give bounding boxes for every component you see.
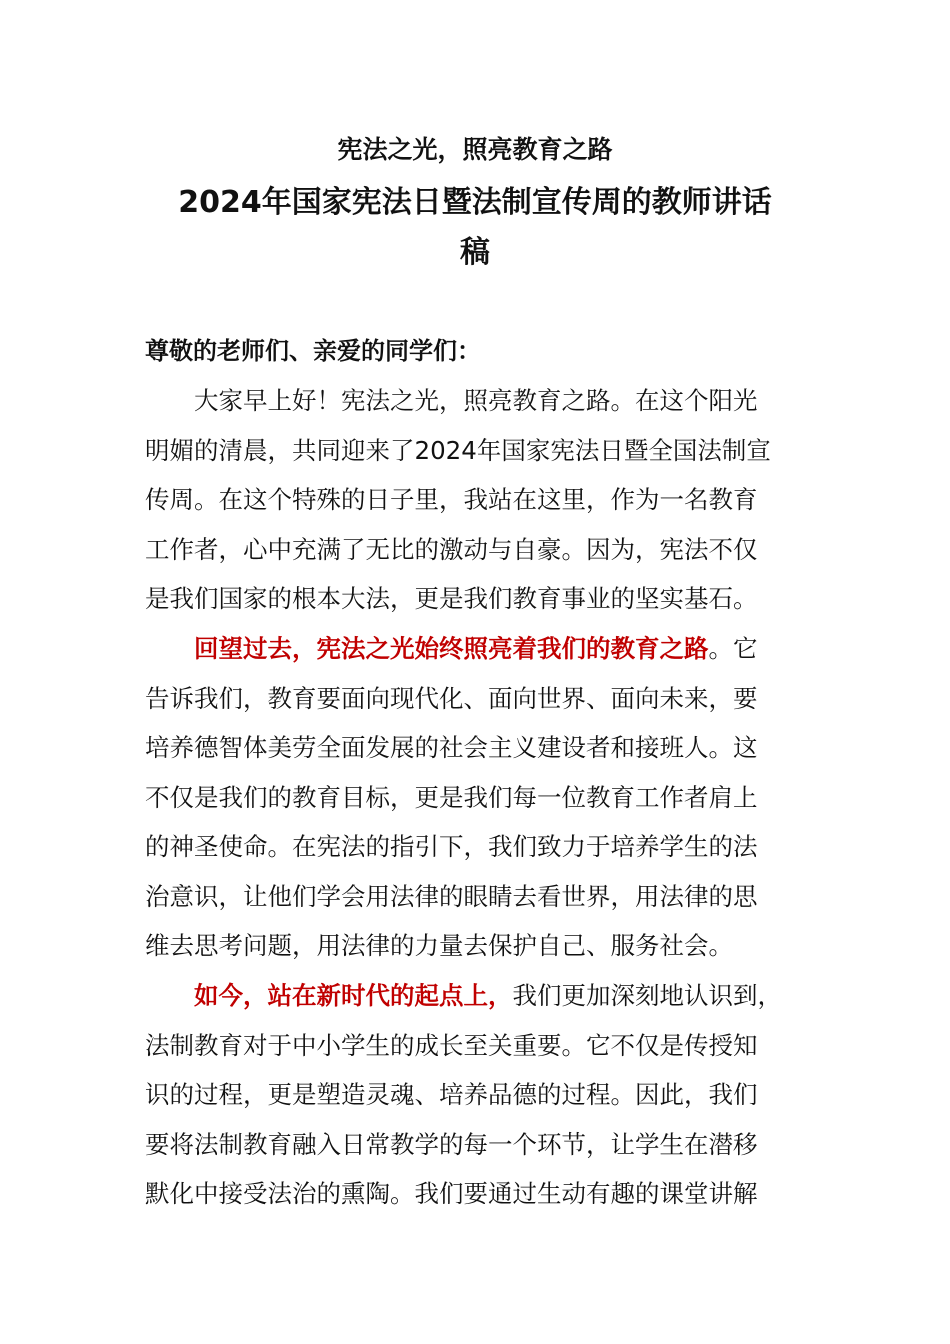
emphasis-text: 回望过去，宪法之光始终照亮着我们的教育之路: [194, 634, 709, 663]
paragraph: [145, 624, 805, 971]
paragraph-line: 培养德智体美劳全面发展的社会主义建设者和接班人。这: [145, 733, 758, 762]
paragraph-line: [145, 624, 805, 674]
paragraph-line: 工作者，心中充满了无比的激动与自豪。因为，宪法不仅: [145, 534, 758, 564]
salutation: 尊敬的老师们、亲爱的同学们：: [145, 337, 481, 365]
paragraph-line: 识的过程，更是塑造灵魂、培养品德的过程。因此，我们: [145, 1080, 758, 1109]
paragraph-line: 传周。在这个特殊的日子里，我站在这里，作为一名教育: [145, 485, 758, 514]
paragraph-line: 默化中接受法治的熏陶。我们要通过生动有趣的课堂讲解: [145, 1179, 758, 1208]
paragraph-text: 。它: [708, 634, 758, 663]
paragraph-line: 治意识，让他们学会用法律的眼睛去看世界，用法律的思: [145, 881, 758, 911]
paragraph-text: 我们更加深刻地认识到，: [512, 981, 782, 1010]
paragraph: [145, 971, 805, 1219]
document-title-line: 2024年国家宪法日暨法制宣传周的教师讲话: [178, 185, 772, 220]
paragraph: [145, 376, 805, 624]
document-title-line: 稿: [460, 235, 490, 270]
paragraph-line: 的神圣使命。在宪法的指引下，我们致力于培养学生的法: [145, 832, 758, 861]
paragraph-line: 是我们国家的根本大法，更是我们教育事业的坚实基石。: [145, 584, 758, 613]
document-title: [130, 178, 820, 278]
paragraph-line: 维去思考问题，用法律的力量去保护自己、服务社会。: [145, 931, 733, 960]
paragraph-line: 要将法制教育融入日常教学的每一个环节，让学生在潜移: [145, 1129, 758, 1159]
paragraph-line: 不仅是我们的教育目标，更是我们每一位教育工作者肩上: [145, 782, 758, 812]
paragraph-line: 大家早上好！宪法之光，照亮教育之路。在这个阳光: [194, 386, 758, 415]
document-subtitle: 宪法之光，照亮教育之路: [337, 135, 613, 164]
paragraph-line: 法制教育对于中小学生的成长至关重要。它不仅是传授知: [145, 1030, 758, 1060]
paragraph-line: 明媚的清晨，共同迎来了2024年国家宪法日暨全国法制宣: [145, 435, 771, 465]
emphasis-text: 如今，站在新时代的起点上，: [194, 981, 513, 1010]
paragraph-line: [145, 971, 805, 1021]
paragraph-line: 告诉我们，教育要面向现代化、面向世界、面向未来，要: [145, 683, 758, 713]
